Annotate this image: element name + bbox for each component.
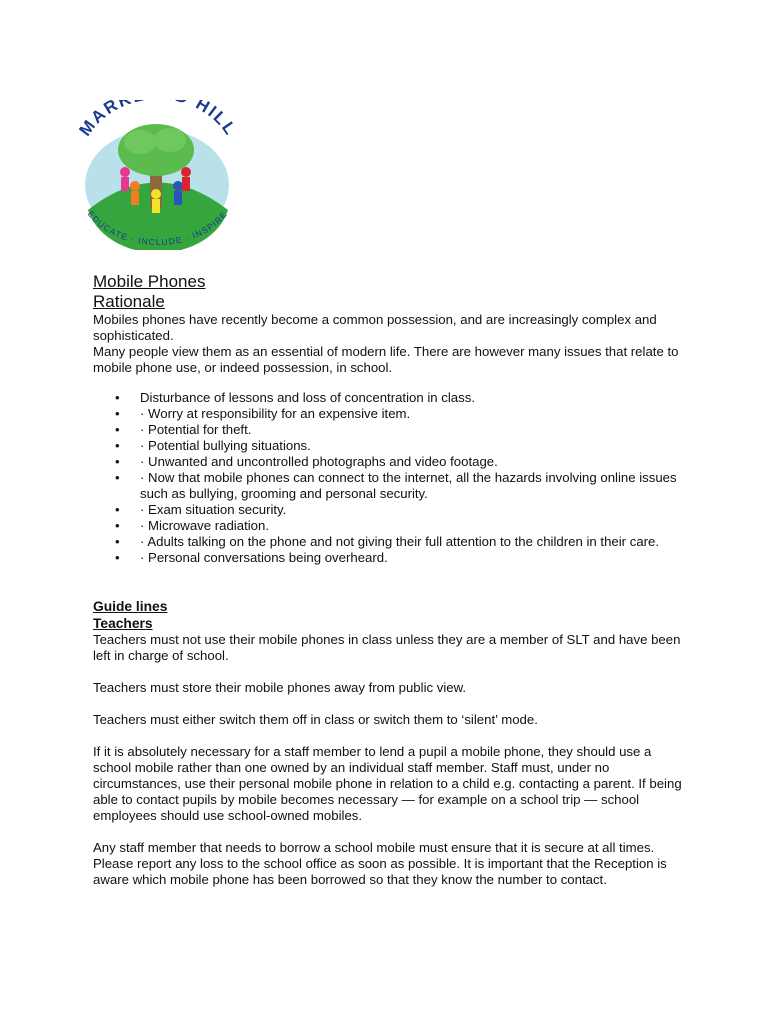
school-logo bbox=[70, 100, 245, 250]
bullet-icon: • bbox=[115, 454, 120, 469]
logo-motto: EDUCATE · INCLUDE · INSPIRE bbox=[85, 208, 230, 248]
list-item: • · Worry at responsibility for an expensive item. bbox=[115, 406, 411, 421]
list-item: • · Potential for theft. bbox=[115, 422, 252, 437]
bullet-icon: • bbox=[115, 438, 120, 453]
teachers-heading: Teachers bbox=[93, 616, 153, 631]
guideline-paragraph: Any staff member that needs to borrow a school mobile must ensure that it is secure at all times. Please report any loss to the school office as soon as possible. It is important that the Reception is aware which mobile phone has been borrowed so that they know the number to contact. bbox=[93, 840, 667, 887]
intro-paragraph: Mobiles phones have recently become a common possession, and are increasingly complex and sophisticated. bbox=[93, 312, 657, 343]
logo-school-name: MAR HILL bbox=[75, 100, 241, 140]
intro-paragraph: Many people view them as an essential of modern life. There are however many issues that relate to mobile phone use, or indeed possession, in school. bbox=[93, 344, 679, 375]
bullet-icon: • bbox=[115, 502, 120, 517]
bullet-icon: • bbox=[115, 518, 120, 533]
bullet-icon: • bbox=[115, 550, 120, 565]
list-item: • · Microwave radiation. bbox=[115, 518, 269, 533]
bullet-icon: • bbox=[115, 422, 120, 437]
bullet-icon: • bbox=[115, 406, 120, 421]
list-item: • · Potential bullying situations. bbox=[115, 438, 311, 453]
list-item: • · Personal conversations being overheard. bbox=[115, 550, 388, 565]
guideline-paragraph: Teachers must not use their mobile phones in class unless they are a member of SLT and have been left in charge of school. bbox=[93, 632, 681, 663]
document-title: Mobile Phones bbox=[93, 272, 206, 291]
guideline-paragraph: If it is absolutely necessary for a staff member to lend a pupil a mobile phone, they should use a school mobile rather than one owned by an individual staff member. Staff must, under no circumstances, use their personal mobile phone in relation to a child e.g. contacting a parent. If being able to contact pupils by mobile becomes necessary — for example on a school trip — school employees should use school-owned mobiles. bbox=[93, 744, 682, 823]
list-item: • · Exam situation security. bbox=[115, 502, 287, 517]
list-item: • · Now that mobile phones can connect to the internet, all the hazards involving online issues such as bullying, grooming and personal security. bbox=[115, 470, 677, 501]
list-item: • Disturbance of lessons and loss of concentration in class. bbox=[115, 390, 475, 405]
guideline-paragraph: Teachers must store their mobile phones away from public view. bbox=[93, 680, 467, 695]
policy-document bbox=[93, 272, 693, 888]
guideline-paragraph: Teachers must either switch them off in class or switch them to ‘silent’ mode. bbox=[93, 712, 538, 727]
guidelines-heading: Guide lines bbox=[93, 599, 168, 614]
list-item: • · Adults talking on the phone and not giving their full attention to the children in their care. bbox=[115, 534, 660, 549]
bullet-icon: • bbox=[115, 534, 120, 549]
list-item: • · Unwanted and uncontrolled photographs and video footage. bbox=[115, 454, 498, 469]
bullet-icon: • bbox=[115, 390, 120, 405]
issues-list bbox=[93, 390, 693, 566]
logo-graphic bbox=[70, 100, 245, 250]
guidelines-section bbox=[93, 598, 693, 888]
bullet-icon: • bbox=[115, 470, 120, 485]
rationale-heading: Rationale bbox=[93, 292, 165, 311]
